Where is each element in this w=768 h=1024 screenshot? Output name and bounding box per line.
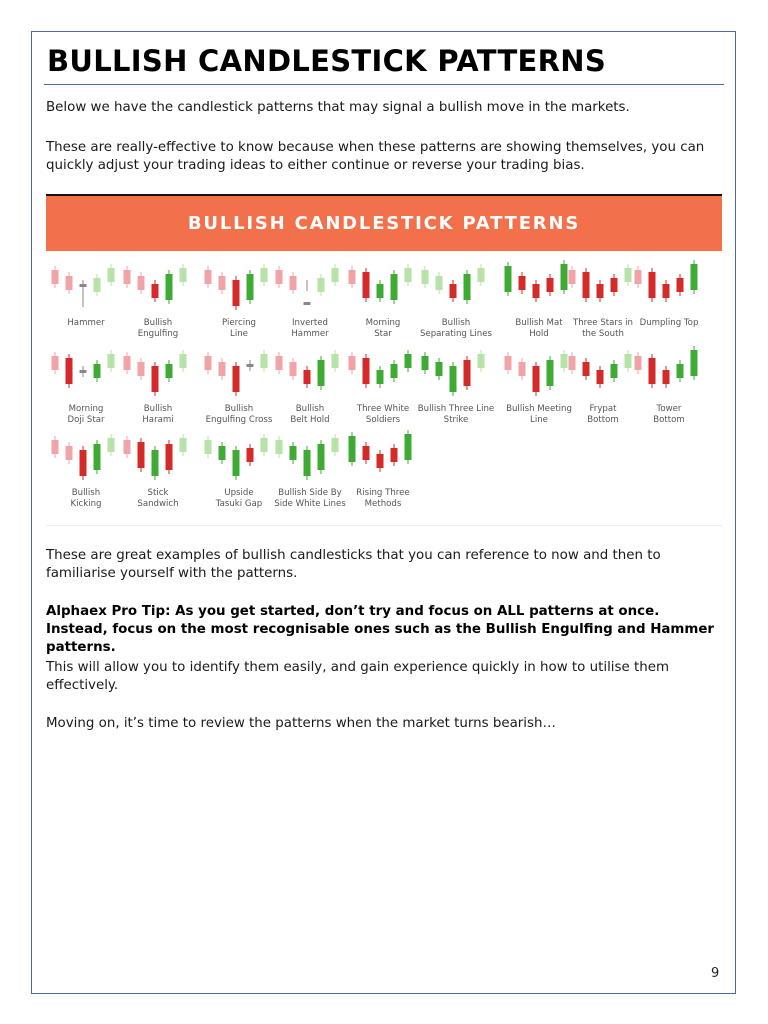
candle-body: [436, 276, 443, 290]
candle-body: [318, 444, 325, 470]
pattern-label-line: Line: [230, 329, 248, 339]
pattern-label-line: Bullish: [441, 318, 471, 328]
candle-body: [219, 446, 226, 460]
candle-body: [377, 454, 384, 468]
candle-body: [363, 358, 370, 384]
candle-body: [66, 358, 73, 384]
pattern-label-line: Hammer: [291, 329, 329, 339]
candle-body: [505, 356, 512, 370]
pattern-label-line: Morning: [68, 404, 104, 414]
candle-body: [691, 264, 698, 290]
candle-body: [290, 446, 297, 460]
candle-body: [391, 274, 398, 300]
candle-body: [304, 450, 311, 476]
trading-bias-paragraph: These are really-effective to know because when these patterns are showing themselves, you can quickly adjust your trading ideas to either continue or reverse your trading bias.: [46, 140, 705, 173]
candle-body: [276, 356, 283, 370]
candle-body: [533, 366, 540, 392]
candle-body: [66, 276, 73, 290]
pattern-label-line: Tasuki Gap: [215, 499, 263, 509]
pattern-label-line: Upside: [224, 488, 254, 498]
candle-body: [583, 362, 590, 376]
candle-body: [649, 272, 656, 298]
figure-bottom-rule: [46, 525, 722, 526]
candle-body: [450, 366, 457, 392]
pattern-candles: [624, 260, 714, 318]
candle-body: [290, 276, 297, 290]
pattern-label: [616, 318, 722, 329]
patterns-infographic: [46, 194, 722, 526]
candle-body: [138, 442, 145, 468]
candle-body: [505, 266, 512, 292]
pattern-17: [624, 346, 714, 426]
reference-paragraph: These are great examples of bullish candlesticks that you can reference to now and then to familiarise yourself with the patterns.: [46, 548, 661, 581]
pattern-22: [338, 430, 428, 510]
pattern-label-line: Hammer: [67, 318, 105, 328]
pattern-candles: [624, 346, 714, 404]
candle-body: [691, 350, 698, 376]
candle-body: [519, 276, 526, 290]
candle-body: [124, 270, 131, 284]
page-number: 9: [711, 966, 720, 981]
candle-body: [318, 278, 325, 292]
candle-body: [377, 370, 384, 384]
pattern-label-line: Bullish Side By: [278, 488, 342, 498]
candle-body: [152, 366, 159, 392]
candle-body: [569, 270, 576, 284]
candle-body: [547, 278, 554, 292]
pattern-candles: [338, 430, 428, 488]
candle-body: [52, 356, 59, 370]
pattern-label-line: Doji Star: [67, 415, 105, 425]
pattern-label-line: Strike: [443, 415, 469, 425]
pattern-label-line: Separating Lines: [419, 329, 493, 339]
candle-body: [663, 370, 670, 384]
candle-body: [94, 278, 101, 292]
pattern-label-line: Frypat: [589, 404, 617, 414]
pattern-label-line: Bottom: [587, 415, 619, 425]
pattern-label-line: Bullish: [143, 318, 173, 328]
banner-title: BULLISH CANDLESTICK PATTERNS: [187, 213, 581, 234]
pattern-label-line: Hold: [529, 329, 549, 339]
pattern-candles: [113, 430, 203, 488]
candle-body: [276, 270, 283, 284]
candle-body: [124, 440, 131, 454]
page-title: BULLISH CANDLESTICK PATTERNS: [47, 44, 607, 78]
pattern-label-line: Rising Three: [356, 488, 410, 498]
candle-body: [180, 438, 187, 452]
pattern-label-line: Soldiers: [365, 415, 401, 425]
candle-body: [422, 270, 429, 284]
candle-body: [124, 356, 131, 370]
candle-body: [363, 446, 370, 460]
pattern-label-line: Bullish Meeting: [506, 404, 572, 414]
candle-body: [391, 364, 398, 378]
pattern-candles: [113, 346, 203, 404]
pattern-label-line: Three Stars in: [572, 318, 633, 328]
pattern-label-line: the South: [582, 329, 624, 339]
candle-body: [247, 448, 254, 462]
candle-body: [94, 364, 101, 378]
candle-body: [464, 274, 471, 300]
candle-body: [649, 358, 656, 384]
pattern-label-line: Three White: [356, 404, 410, 414]
candle-body: [349, 270, 356, 284]
moving-on-paragraph: Moving on, it’s time to review the patterns when the market turns bearish…: [46, 716, 556, 731]
candle-body: [547, 360, 554, 386]
pattern-label-line: Bullish: [71, 488, 101, 498]
candle-body: [663, 284, 670, 298]
pattern-label-line: Piercing: [221, 318, 257, 328]
infographic-banner: [46, 196, 722, 251]
pattern-label-line: Bullish Three Line: [417, 404, 495, 414]
candle-body: [94, 444, 101, 470]
candle-body: [233, 366, 240, 392]
candle-body: [290, 362, 297, 376]
candle-body: [52, 270, 59, 284]
pattern-label-line: Methods: [364, 499, 402, 509]
pattern-label-line: Bullish: [224, 404, 254, 414]
candle-body: [166, 444, 173, 470]
candle-body: [635, 270, 642, 284]
candle-body: [377, 284, 384, 298]
candle-body: [304, 370, 311, 384]
candle-body: [219, 276, 226, 290]
candle-body: [450, 284, 457, 298]
candle-body: [349, 356, 356, 370]
intro-paragraph: Below we have the candlestick patterns that may signal a bullish move in the markets.: [46, 100, 630, 115]
pattern-label-line: Sandwich: [137, 499, 179, 509]
candle-body: [166, 274, 173, 300]
candle-body: [677, 364, 684, 378]
candle-body: [138, 276, 145, 290]
pattern-label-line: Bottom: [653, 415, 685, 425]
pro-tip-paragraph: Alphaex Pro Tip: As you get started, don’t try and focus on ALL patterns at once. Instead, focus on the most recognisable ones such as the Bullish Engulfing and Hammer patterns.: [46, 604, 715, 655]
pattern-label: [330, 488, 436, 510]
candle-body: [519, 362, 526, 376]
pattern-candles: [411, 346, 501, 404]
candle-body: [80, 450, 87, 476]
candle-body: [405, 434, 412, 460]
pattern-label-line: Belt Hold: [290, 415, 330, 425]
candle-body: [219, 362, 226, 376]
candle-body: [247, 274, 254, 300]
pattern-label-line: Star: [374, 329, 392, 339]
candle-body: [635, 356, 642, 370]
pattern-label-line: Tower: [656, 404, 682, 414]
candle-body: [205, 356, 212, 370]
candle-body: [180, 354, 187, 368]
candle-body: [478, 354, 485, 368]
candle-body: [66, 446, 73, 460]
pattern-candles: [411, 260, 501, 318]
candle-body: [247, 364, 254, 367]
pattern-label-line: Harami: [142, 415, 174, 425]
candle-body: [422, 356, 429, 370]
candle-body: [533, 284, 540, 298]
title-underline: [44, 84, 724, 85]
pattern-label-line: Bullish: [295, 404, 325, 414]
candle-body: [205, 440, 212, 454]
candle-body: [233, 280, 240, 306]
pattern-label: [616, 404, 722, 426]
candle-body: [152, 284, 159, 298]
pattern-label-line: Morning: [365, 318, 401, 328]
candle-body: [478, 268, 485, 282]
candle-body: [597, 370, 604, 384]
pattern-label-line: Stick: [147, 488, 169, 498]
candle-body: [166, 364, 173, 378]
candle-body: [611, 364, 618, 378]
candle-body: [611, 278, 618, 292]
pattern-label-line: Side White Lines: [274, 499, 346, 509]
candle-body: [597, 284, 604, 298]
candle-body: [677, 278, 684, 292]
candle-body: [391, 448, 398, 462]
pattern-label-line: Dumpling Top: [639, 318, 699, 328]
pattern-label-line: Engulfing Cross: [205, 415, 273, 425]
experience-paragraph: This will allow you to identify them easily, and gain experience quickly in how to utilise them effectively.: [46, 660, 670, 693]
candle-body: [52, 440, 59, 454]
candle-body: [349, 436, 356, 462]
pattern-label-line: Bullish Mat: [515, 318, 563, 328]
candle-body: [180, 268, 187, 282]
candle-body: [138, 362, 145, 376]
candle-body: [276, 440, 283, 454]
candle-body: [436, 362, 443, 376]
pattern-candles: [113, 260, 203, 318]
pattern-label-line: Bullish: [143, 404, 173, 414]
candle-body: [152, 450, 159, 476]
candle-body: [464, 360, 471, 386]
candle-body: [304, 302, 311, 305]
pattern-label-line: Inverted: [292, 318, 328, 328]
candle-body: [205, 270, 212, 284]
pattern-label-line: Line: [530, 415, 548, 425]
candle-body: [363, 272, 370, 298]
candle-body: [233, 450, 240, 476]
pattern-label-line: Kicking: [70, 499, 102, 509]
candle-body: [80, 370, 87, 373]
candle-body: [80, 284, 87, 287]
candle-body: [569, 356, 576, 370]
candle-body: [318, 360, 325, 386]
pattern-label-line: Engulfing: [137, 329, 179, 339]
pattern-8: [624, 260, 714, 340]
candle-body: [583, 272, 590, 298]
